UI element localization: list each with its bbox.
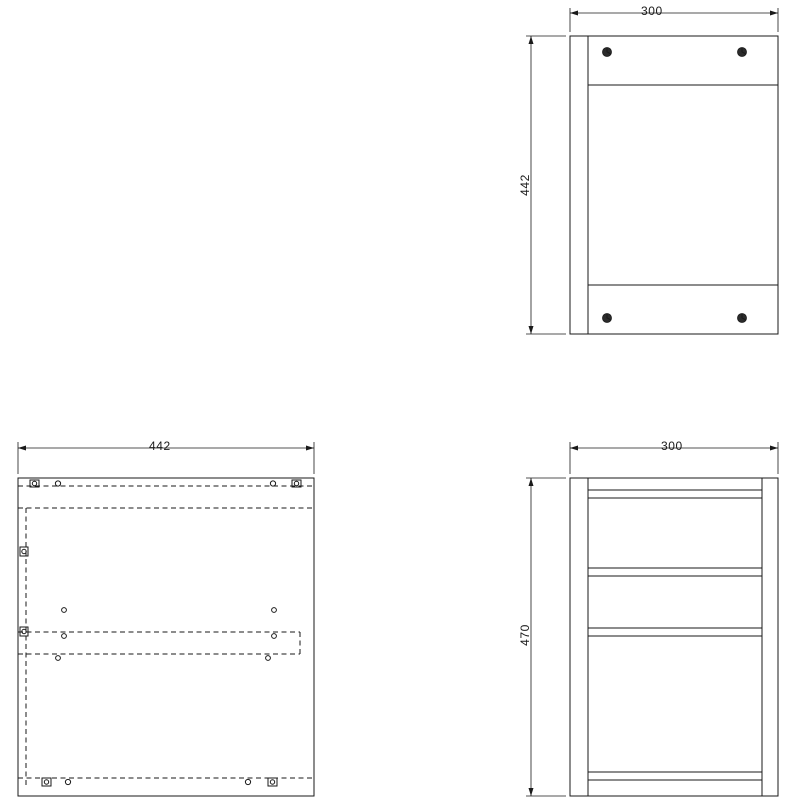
- front-elevation-geometry: [500, 0, 800, 400]
- dim-label-side-height: 470: [518, 624, 532, 646]
- dim-arrow-bottom-side: [529, 788, 534, 796]
- dim-arrow-top-side: [529, 478, 534, 486]
- dim-arrow-right-side: [770, 446, 778, 451]
- plan-view: [0, 420, 360, 800]
- plan-outline: [18, 478, 314, 796]
- dim-arrow-left-side: [570, 446, 578, 451]
- dim-label-plan-width: 442: [149, 439, 171, 453]
- dim-arrow-right-plan: [306, 446, 314, 451]
- plan-view-geometry: [0, 420, 360, 800]
- dim-label-front-height: 442: [518, 174, 532, 196]
- dim-label-front-width: 300: [641, 4, 663, 18]
- door-panel: [588, 85, 778, 285]
- cam-fitting-bottom-left: [603, 314, 612, 323]
- dim-arrow-bottom-left: [529, 326, 534, 334]
- front-elevation-view: [500, 0, 800, 400]
- cam-fitting-bottom-right: [738, 314, 747, 323]
- side-elevation-view: [500, 420, 800, 800]
- dim-arrow-left-plan: [18, 446, 26, 451]
- dim-label-side-width: 300: [661, 439, 683, 453]
- dim-arrow-right-top: [770, 11, 778, 16]
- cam-fitting-top-right: [738, 48, 747, 57]
- side-elevation-geometry: [500, 420, 800, 800]
- dim-arrow-top-left: [529, 36, 534, 44]
- side-outline: [570, 478, 778, 796]
- cam-fitting-top-left: [603, 48, 612, 57]
- dim-arrow-left-top: [570, 11, 578, 16]
